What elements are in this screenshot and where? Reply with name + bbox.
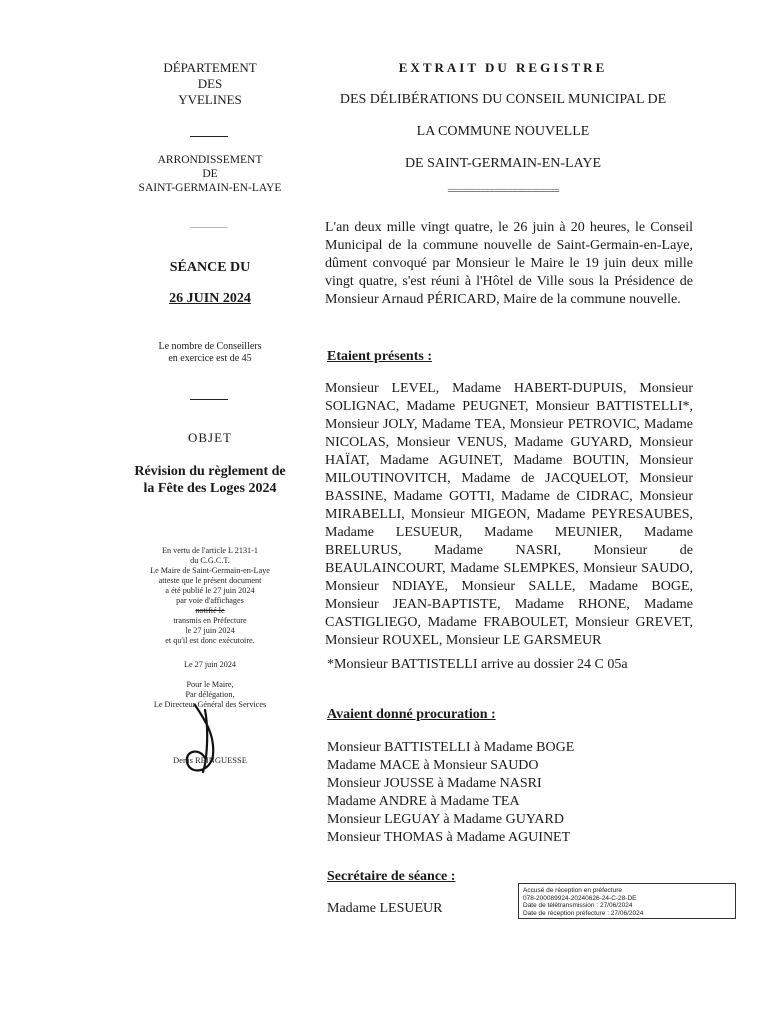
stamp-line: Date de réception préfecture : 27/06/2024 xyxy=(523,909,644,917)
divider xyxy=(190,227,228,228)
procuration-item: Madame MACE à Monsieur SAUDO xyxy=(327,758,539,773)
arrondissement-block xyxy=(110,153,310,195)
presents-note: *Monsieur BATTISTELLI arrive au dossier 24 C 05a xyxy=(327,657,628,672)
presents-list: Monsieur LEVEL, Madame HABERT-DUPUIS, Monsieur SOLIGNAC, Madame PEUGNET, Monsieur BATTISTELLI*, Monsieur JOLY, Madame TEA, Monsieur PETROVIC, Madame NICOLAS, Monsieur VENUS, Madame GUYARD, Monsieur HAÏAT, Madame AGUINET, Madame BOUTIN, Monsieur MILOUTINOVITCH, Madame de JACQUELOT, Monsieur BASSINE, Madame GOTTI, Madame de CIDRAC, Monsieur MIRABELLI, Monsieur MIGEON, Madame PEYRESAUBES, Madame LESUEUR, Madame MEUNIER, Madame BRELURUS, Madame NASRI, Monsieur de BEAULAINCOURT, Madame SLEMPKES, Monsieur SAUDO, Monsieur NDIAYE, Monsieur SALLE, Madame BOGE, Monsieur JEAN-BAPTISTE, Madame RHONE, Madame CASTIGLIEGO, Madame FRABOULET, Monsieur GREVET, Monsieur ROUXEL, Monsieur LE GARSMEUR xyxy=(325,381,693,648)
stamp-line: Accusé de réception en préfecture xyxy=(523,887,623,894)
signature-line: Le Directeur Général des Services xyxy=(153,700,267,709)
stamp-line: Date de télétransmission : 27/06/2024 xyxy=(523,902,633,909)
procuration-item: Monsieur JOUSSE à Madame NASRI xyxy=(327,776,542,791)
procuration-item: Monsieur THOMAS à Madame AGUINET xyxy=(327,830,571,845)
certif-line: En vertu de l'article L 2131-1 xyxy=(162,546,258,555)
intro-paragraph: L'an deux mille vingt quatre, le 26 juin à 20 heures, le Conseil Municipal de la commune nouvelle de Saint-Germain-en-Laye, dûment convoqué par Monsieur le Maire le 19 juin deux mille vingt quatre, s'est réuni à l'Hôtel de Ville sous la Présidence de Monsieur Arnaud PÉRICARD, Maire de la commune nouvelle. xyxy=(325,220,693,307)
divider xyxy=(190,136,228,137)
presents-heading: Etaient présents : xyxy=(327,349,432,364)
procuration-item: Madame ANDRE à Madame TEA xyxy=(327,794,520,809)
procuration-item: Monsieur LEGUAY à Madame GUYARD xyxy=(327,812,564,827)
header-line: DE SAINT-GERMAIN-EN-LAYE xyxy=(404,156,602,171)
certif-line: le 27 juin 2024 xyxy=(185,626,235,635)
seance-date: 26 JUIN 2024 xyxy=(169,291,251,306)
certif-date: Le 27 juin 2024 xyxy=(183,660,237,669)
certif-line: a été publié le 27 juin 2024 xyxy=(165,586,255,595)
secretaire-name: Madame LESUEUR xyxy=(327,901,443,916)
certification-block xyxy=(110,546,310,646)
procuration-item: Monsieur BATTISTELLI à Madame BOGE xyxy=(327,740,575,755)
prefecture-receipt-stamp xyxy=(518,883,736,919)
conseillers-count xyxy=(110,341,310,365)
handwritten-signature xyxy=(175,700,235,780)
procurations-heading: Avaient donné procuration : xyxy=(327,707,496,722)
certif-line: par voie d'affichages xyxy=(176,596,244,605)
divider xyxy=(190,399,228,400)
arrondissement-line: ARRONDISSEMENT xyxy=(157,154,263,166)
departement-block xyxy=(110,60,310,108)
certif-line: du C.G.C.T. xyxy=(190,556,230,565)
arrondissement-line: DE xyxy=(202,168,218,180)
procurations-list xyxy=(327,739,574,847)
header-rule: ======================== xyxy=(447,186,559,197)
secretaire-heading: Secrétaire de séance : xyxy=(327,869,456,884)
departement-line: DÉPARTEMENT xyxy=(163,60,257,75)
header-line: EXTRAIT DU REGISTRE xyxy=(398,60,608,75)
departement-line: YVELINES xyxy=(178,92,242,107)
header-line: LA COMMUNE NOUVELLE xyxy=(416,124,590,139)
objet-title-line: la Fête des Loges 2024 xyxy=(143,481,277,496)
conseillers-line: en exercice est de 45 xyxy=(168,353,252,364)
stamp-line: 078-200089924-20240626-24-C-28-DE xyxy=(523,894,637,902)
objet-label: OBJET xyxy=(188,430,232,445)
arrondissement-line: SAINT-GERMAIN-EN-LAYE xyxy=(138,182,282,194)
certif-line: atteste que le présent document xyxy=(158,576,262,585)
signature-line: Par délégation, xyxy=(185,690,235,699)
seance-label: SÉANCE DU xyxy=(169,260,251,275)
departement-line: DES xyxy=(197,76,223,91)
header-line: DES DÉLIBÉRATIONS DU CONSEIL MUNICIPAL DE xyxy=(339,92,667,107)
objet-title-line: Révision du règlement de xyxy=(134,464,286,479)
objet-title xyxy=(110,463,310,497)
certif-line: Le Maire de Saint-Germain-en-Laye xyxy=(150,566,270,575)
conseillers-line: Le nombre de Conseillers xyxy=(158,341,262,352)
signature-line: Pour le Maire, xyxy=(186,680,234,689)
signatory-name: Denis REINGUESSE xyxy=(173,755,247,765)
certif-line: notifié le xyxy=(195,606,225,615)
certif-line: et qu'il est donc exécutoire. xyxy=(165,636,255,645)
certif-line: transmis en Préfecture xyxy=(173,616,247,625)
